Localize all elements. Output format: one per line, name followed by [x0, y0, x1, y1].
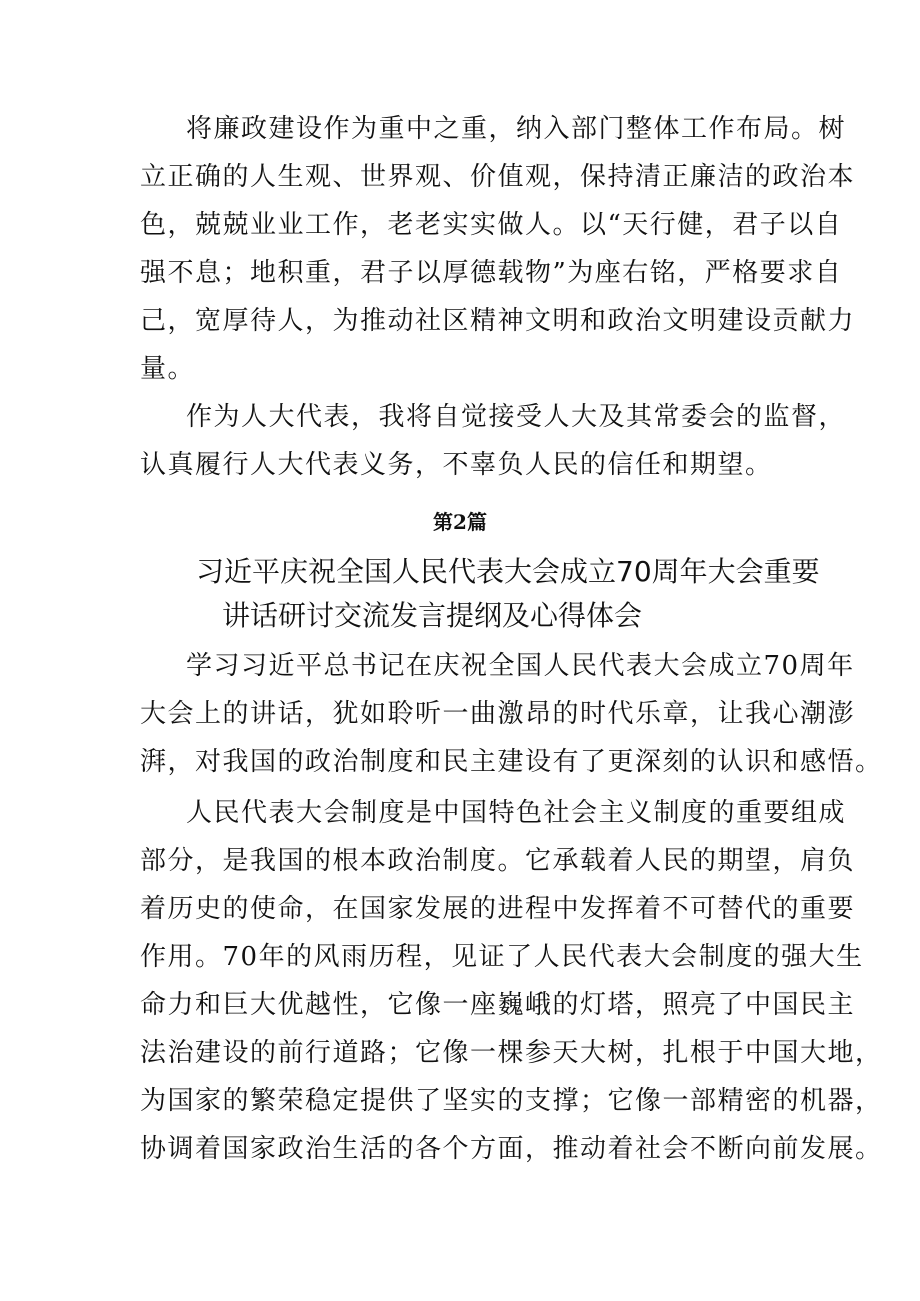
paragraph-study — [140, 642, 883, 786]
paragraph-line: 作用。70年的风雨历程，见证了人民代表大会制度的强大生 — [140, 942, 864, 972]
paragraph-line: 强不息；地积重，君子以厚德载物”为座右铭，严格要求自 — [140, 258, 843, 288]
paragraph-integrity — [140, 105, 856, 393]
paragraph-line: 己，宽厚待人，为推动社区精神文明和政治文明建设贡献力 — [140, 306, 856, 336]
paragraph-line: 法治建设的前行道路；它像一棵参天大树，扎根于中国大地， — [140, 1038, 883, 1068]
paragraph-line: 立正确的人生观、世界观、价值观，保持清正廉洁的政治本 — [140, 162, 856, 192]
paragraph-line: 色，兢兢业业工作，老老实实做人。以“天行健，君子以自 — [140, 210, 843, 240]
paragraph-line: 将廉政建设作为重中之重，纳入部门整体工作布局。树 — [186, 114, 847, 144]
paragraph-line: 着历史的使命，在国家发展的进程中发挥着不可替代的重要 — [140, 894, 856, 924]
paragraph-representative — [140, 393, 847, 489]
paragraph-line: 学习习近平总书记在庆祝全国人民代表大会成立70周年 — [186, 651, 855, 681]
paragraph-line: 作为人大代表，我将自觉接受人大及其常委会的监督， — [186, 402, 847, 432]
heading-line-1: 习近平庆祝全国人民代表大会成立70周年大会重要 — [196, 555, 820, 588]
heading-line-2: 讲话研讨交流发言提纲及心得体会 — [222, 599, 643, 632]
paragraph-line: 大会上的讲话，犹如聆听一曲激昂的时代乐章，让我心潮澎 — [140, 699, 856, 729]
paragraph-line: 为国家的繁荣稳定提供了坚实的支撑；它像一部精密的机器， — [140, 1086, 883, 1116]
paragraph-line: 部分，是我国的根本政治制度。它承载着人民的期望，肩负 — [140, 846, 856, 876]
section-label: 第2篇 — [433, 510, 487, 534]
article-heading — [0, 550, 920, 638]
paragraph-line: 协调着国家政治生活的各个方面，推动着社会不断向前发展。 — [140, 1134, 883, 1164]
paragraph-system — [140, 789, 883, 1173]
paragraph-line: 命力和巨大优越性，它像一座巍峨的灯塔，照亮了中国民主 — [140, 990, 856, 1020]
paragraph-line: 人民代表大会制度是中国特色社会主义制度的重要组成 — [186, 798, 847, 828]
paragraph-line: 量。 — [140, 354, 196, 384]
paragraph-line: 湃，对我国的政治制度和民主建设有了更深刻的认识和感悟。 — [140, 747, 883, 777]
paragraph-line: 认真履行人大代表义务，不辜负人民的信任和期望。 — [140, 450, 773, 480]
